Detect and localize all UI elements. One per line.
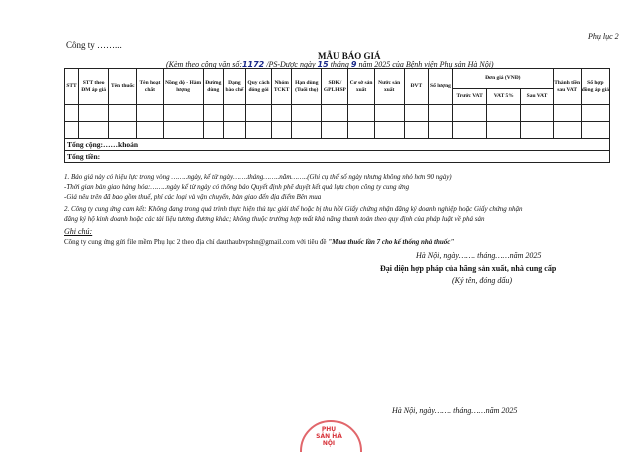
header-ten-hoat-chat: Tên hoạt chất xyxy=(137,69,163,105)
header-co-so-sx: Cơ sở sản xuất xyxy=(348,69,374,105)
note-price-includes: -Giá nêu trên đã bao gồm thuế, phí các loại và vận chuyển, bàn giao đến địa điểm Bên mua xyxy=(64,193,322,201)
header-don-gia: Đơn giá (VNĐ) xyxy=(453,69,554,89)
subtitle-suffix: năm 2025 của Bệnh viện Phụ sản Hà Nội) xyxy=(356,60,494,69)
note-validity: 1. Báo giá này có hiệu lực trong vòng ……..ngày, kể từ ngày…….tháng……..năm……..(Ghi cụ thể số ngày nhưng không nhỏ hơn 90 ngày) xyxy=(64,173,452,181)
subtitle-prefix: (Kèm theo công văn số: xyxy=(166,60,242,69)
signature-title: Đại diện hợp pháp của hãng sản xuất, nhà cung cấp xyxy=(380,264,557,273)
header-dang-bao-che: Dạng bào chế xyxy=(223,69,245,105)
page-label: Phụ lục 2 xyxy=(588,32,619,41)
note-delivery-time: -Thời gian bàn giao hàng hóa:……..ngày kể từ ngày có thông báo Quyết định phê duyệt kết quả lựa chọn công ty cung ứng xyxy=(64,183,410,191)
header-nong-do: Nồng độ - Hàm lượng xyxy=(163,69,203,105)
header-so-luong: Số lượng xyxy=(428,69,452,105)
signature-sub: (Ký tên, đóng dấu) xyxy=(452,276,512,285)
red-stamp xyxy=(298,418,362,452)
footer-date: Hà Nội, ngày……. tháng……năm 2025 xyxy=(392,406,518,415)
note-commitment-2: đăng ký hộ kinh doanh hoặc các tài liệu tương đương khác; không thuộc trường hợp mất khả năng thanh toán theo quy định của pháp luật về phá sản xyxy=(64,215,485,223)
company-line: Công ty ……... xyxy=(66,40,122,50)
total-tien-row xyxy=(65,151,610,163)
total-khoan: Tổng cộng:……khoản xyxy=(65,139,610,151)
price-quote-table xyxy=(64,68,610,163)
header-quy-cach: Quy cách đóng gói xyxy=(245,69,271,105)
header-sau-vat: Sau VAT xyxy=(521,89,553,105)
subtitle-middle: /PS-Dược ngày xyxy=(264,60,318,69)
table-row xyxy=(65,122,610,139)
signature-date: Hà Nội, ngày……. tháng……năm 2025 xyxy=(416,251,542,260)
day-value: 15 xyxy=(317,60,329,69)
header-nhom-tckt: Nhóm TCKT xyxy=(272,69,292,105)
header-stt-dm: STT theo ĐM áp giá xyxy=(79,69,109,105)
total-tien: Tổng tiền: xyxy=(65,151,610,163)
total-khoan-row xyxy=(65,139,610,151)
header-thanh-tien: Thành tiền sau VAT xyxy=(553,69,581,105)
note-commitment-1: 2. Công ty cung ứng cam kết: Không đang trong quá trình thực hiện thủ tục giải thể hoặc bị thu hồi Giấy chứng nhận đăng ký doanh nghiệp hoặc Giấy chứng nhận xyxy=(64,205,523,213)
stamp-text: PHỤ SẢN HÀ NỘI xyxy=(316,426,342,447)
header-stt: STT xyxy=(65,69,79,105)
doc-number: 1172 xyxy=(241,60,265,69)
subtitle-month-text: tháng xyxy=(328,60,351,69)
month-value: 9 xyxy=(350,60,357,69)
header-dvt: ĐVT xyxy=(404,69,428,105)
header-ten-thuoc: Tên thuốc xyxy=(109,69,137,105)
document-title: MẪU BÁO GIÁ xyxy=(318,51,381,61)
header-truoc-vat: Trước VAT xyxy=(453,89,487,105)
instruction-prefix: Công ty cung ứng gửi file mềm Phụ lục 2 theo địa chỉ dauthaubvpshn@gmail.com với tiêu đề xyxy=(64,238,329,246)
ghi-chu-label: Ghi chú: xyxy=(64,227,93,236)
instruction-subject: "Mua thuốc lần 7 cho kế thống nhà thuốc" xyxy=(328,238,455,246)
header-so-hop-dong: Số hợp đồng áp giá xyxy=(581,69,609,105)
instruction-line xyxy=(64,238,454,246)
table-row xyxy=(65,105,610,122)
header-han-dung: Hạn dùng (Tuổi thọ) xyxy=(292,69,322,105)
header-nuoc-sx: Nước sản xuất xyxy=(374,69,404,105)
header-sdk: SĐK/ GPLHSP xyxy=(322,69,348,105)
header-vat: VAT 5% xyxy=(487,89,521,105)
header-duong-dung: Đường dùng xyxy=(203,69,223,105)
